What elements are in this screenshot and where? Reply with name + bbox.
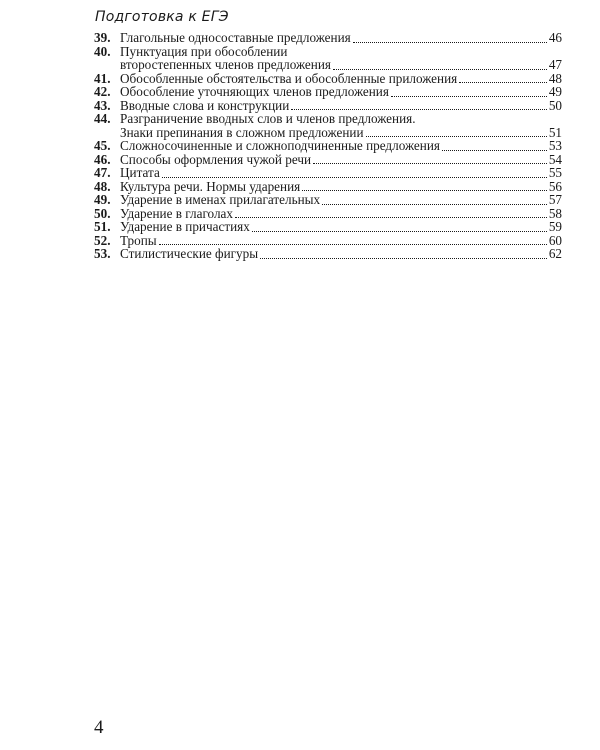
dot-leader	[260, 258, 547, 259]
running-header: Подготовка к ЕГЭ	[95, 9, 229, 25]
toc-entry-page: 48	[548, 70, 562, 86]
dot-leader	[333, 69, 547, 70]
toc-entry-title: Разграничение вводных слов и членов предложения.	[120, 111, 416, 126]
toc-entry-number: 53.	[94, 246, 111, 261]
dot-leader	[353, 42, 547, 43]
toc-entry	[94, 220, 562, 234]
dot-leader	[162, 177, 547, 178]
toc-entry-number: 50.	[94, 205, 111, 221]
dot-leader	[302, 190, 547, 191]
toc-entry-page: 53	[548, 138, 562, 153]
toc-entry	[94, 166, 562, 180]
toc-entry-title: Стилистические фигуры	[120, 246, 259, 261]
toc-entry-number: 52.	[94, 232, 111, 248]
toc-entry-number: 47.	[94, 165, 111, 180]
toc-entry	[94, 207, 562, 221]
toc-entry-number: 45.	[94, 138, 111, 153]
toc-entry-title: Сложносочиненные и сложноподчиненные предложения	[120, 138, 440, 153]
toc-entry	[94, 153, 562, 167]
toc-entry-page: 54	[548, 151, 562, 167]
toc-entry-title: Культура речи. Нормы ударения	[120, 178, 301, 194]
toc-entry-page: 62	[548, 246, 562, 261]
toc-entry-title: Обособленные обстоятельства и обособленные приложения	[120, 70, 458, 86]
dot-leader	[459, 82, 547, 83]
toc-entry	[94, 112, 562, 126]
toc-entry-title: Цитата	[120, 165, 160, 180]
toc-entry-continuation	[94, 58, 562, 72]
toc-entry-number: 40.	[94, 43, 111, 59]
toc-entry-page: 50	[548, 97, 562, 113]
toc-entry-title: Ударение в именах прилагательных	[120, 192, 321, 207]
toc-entry-title: Глагольные односоставные предложения	[120, 30, 351, 45]
toc-entry-continuation	[94, 126, 562, 140]
toc-entry-number: 46.	[94, 151, 111, 167]
toc-entry-page: 55	[548, 165, 562, 180]
toc-entry-number: 42.	[94, 84, 111, 99]
toc-entry-title: Обособление уточняющих членов предложения	[120, 84, 389, 99]
toc-entry	[94, 180, 562, 194]
dot-leader	[313, 163, 547, 164]
toc-entry-title: Способы оформления чужой речи	[120, 151, 312, 167]
toc-entry	[94, 45, 562, 59]
toc-entry-page: 56	[548, 178, 562, 194]
toc-entry-number: 51.	[94, 219, 111, 234]
toc-entry	[94, 99, 562, 113]
page-number: 4	[94, 717, 104, 738]
toc-entry	[94, 85, 562, 99]
toc-entry	[94, 72, 562, 86]
toc-entry-page: 46	[548, 30, 562, 45]
toc-entry-page: 51	[548, 124, 562, 140]
toc-entry-title: Ударение в причастиях	[120, 219, 250, 234]
toc-entry-number: 49.	[94, 192, 111, 207]
dot-leader	[159, 244, 547, 245]
toc-entry	[94, 247, 562, 261]
toc-entry-page: 47	[548, 57, 562, 72]
dot-leader	[291, 109, 547, 110]
toc-entry	[94, 193, 562, 207]
toc-entry-title: Вводные слова и конструкции	[120, 97, 290, 113]
toc-entry-page: 60	[548, 232, 562, 248]
dot-leader	[391, 96, 547, 97]
toc-entry-number: 41.	[94, 70, 111, 86]
dot-leader	[322, 204, 547, 205]
toc-entry	[94, 234, 562, 248]
toc-entry-number: 48.	[94, 178, 111, 194]
toc-entry-number: 43.	[94, 97, 111, 113]
toc-entry-page: 59	[548, 219, 562, 234]
table-of-contents	[94, 31, 562, 261]
toc-entry-number: 44.	[94, 111, 111, 126]
toc-entry-number: 39.	[94, 30, 111, 45]
toc-entry-title-continued: второстепенных членов предложения	[120, 57, 331, 72]
toc-entry-title-continued: Знаки препинания в сложном предложении	[120, 124, 364, 140]
toc-entry	[94, 139, 562, 153]
toc-entry-page: 58	[548, 205, 562, 221]
toc-entry	[94, 31, 562, 45]
toc-entry-page: 49	[548, 84, 562, 99]
toc-entry-title: Ударение в глаголах	[120, 205, 233, 221]
toc-entry-title: Пунктуация при обособлении	[120, 43, 288, 59]
toc-entry-title: Тропы	[120, 232, 157, 248]
dot-leader	[442, 150, 547, 151]
dot-leader	[235, 217, 547, 218]
dot-leader	[366, 136, 547, 137]
dot-leader	[252, 231, 547, 232]
toc-entry-page: 57	[548, 192, 562, 207]
